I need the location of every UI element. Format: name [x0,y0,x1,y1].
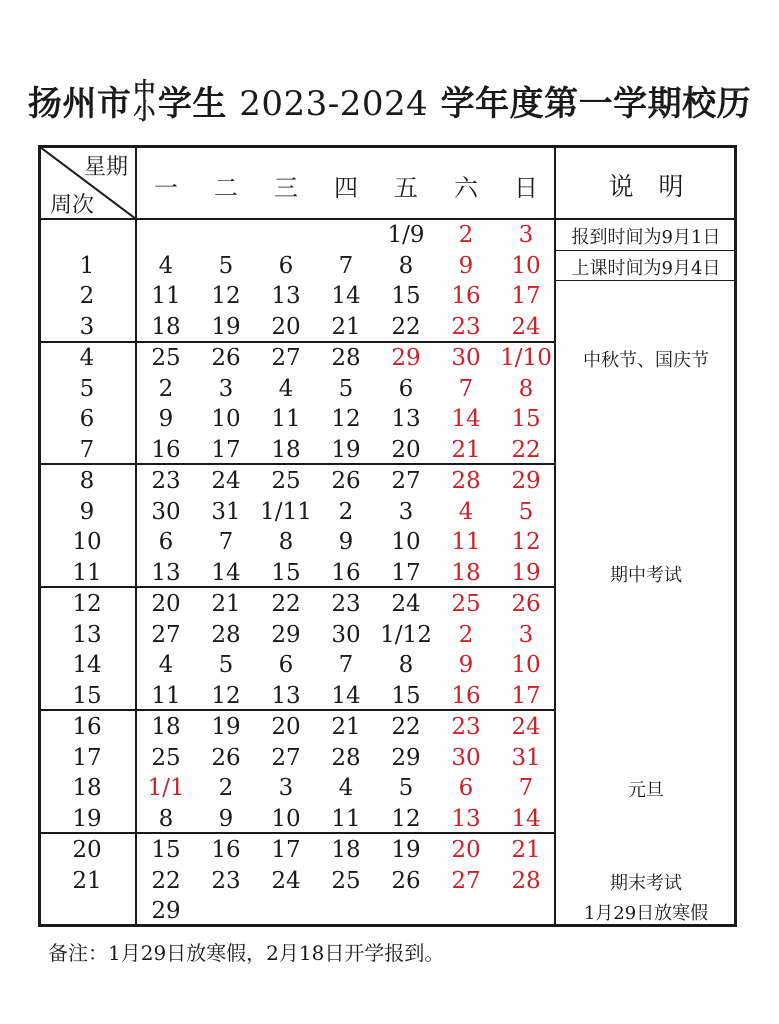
date-cell: 2 [458,621,474,648]
week-number: 1 [79,252,95,279]
week-number: 3 [79,313,95,340]
date-cell: 10 [511,652,541,678]
date-cell: 13 [151,559,181,586]
corner-label-week: 周次 [49,193,94,218]
date-cell: 20 [271,714,301,740]
date-cell: 13 [271,283,301,309]
date-cell: 3 [518,222,534,248]
date-cell: 17 [511,283,541,309]
calendar-note: 元旦 [628,780,664,801]
date-cell: 1/9 [387,222,425,248]
date-cell: 12 [391,805,421,832]
date-cell: 30 [151,498,181,525]
calendar-note: 上课时间为9月4日 [571,257,721,279]
date-cell: 6 [398,375,414,402]
date-cell: 8 [398,252,414,279]
date-cell: 5 [398,775,414,801]
date-cell: 1/10 [500,345,552,371]
date-cell: 21 [211,591,241,617]
date-cell: 14 [511,805,541,832]
weekday-header: 二 [214,174,238,202]
date-cell: 12 [211,283,241,309]
week-number: 18 [72,775,102,801]
date-cell: 30 [451,345,481,371]
date-cell: 19 [511,559,541,586]
date-cell: 31 [211,498,241,525]
date-cell: 18 [151,714,181,740]
date-cell: 13 [451,805,481,832]
date-cell: 24 [391,591,421,617]
date-cell: 20 [151,591,181,617]
date-cell: 27 [391,468,421,494]
corner-label-weekday: 星期 [83,155,128,180]
date-cell: 26 [511,591,541,617]
date-cell: 12 [211,682,241,709]
date-cell: 11 [331,805,361,832]
date-cell: 1/12 [380,621,432,648]
date-cell: 2 [338,498,354,525]
week-number: 2 [79,283,95,309]
date-cell: 15 [151,837,181,863]
date-cell: 28 [451,468,481,494]
date-cell: 18 [331,837,361,863]
date-cell: 5 [338,375,354,402]
date-cell: 9 [458,652,474,678]
date-cell: 12 [511,529,541,555]
date-cell: 27 [271,744,301,771]
date-cell: 29 [391,345,421,371]
title-prefix: 扬州市 [27,84,132,124]
date-cell: 19 [211,313,241,340]
week-number: 5 [79,375,95,402]
week-number: 15 [72,682,102,709]
date-cell: 20 [451,837,481,863]
date-cell: 4 [458,498,474,525]
week-number: 9 [79,498,95,525]
date-cell: 14 [331,682,361,709]
week-number: 16 [72,714,102,740]
date-cell: 11 [271,406,301,432]
date-cell: 7 [338,652,354,678]
date-cell: 11 [151,682,181,709]
date-cell: 6 [458,775,474,801]
date-cell: 16 [331,559,361,586]
date-cell: 2 [218,775,234,801]
date-cell: 23 [331,591,361,617]
date-cell: 21 [511,837,541,863]
date-cell: 25 [151,345,181,371]
date-cell: 23 [451,313,481,340]
date-cell: 29 [151,898,181,924]
date-cell: 9 [218,805,234,832]
date-cell: 7 [218,529,234,555]
date-cell: 10 [211,406,241,432]
date-cell: 17 [271,837,301,863]
date-cell: 27 [451,867,481,894]
date-cell: 8 [158,805,174,832]
date-cell: 14 [451,406,481,432]
date-cell: 15 [271,559,301,586]
date-cell: 8 [518,375,534,402]
date-cell: 18 [271,436,301,463]
week-number: 13 [72,621,102,648]
calendar-note: 期末考试 [610,872,682,894]
grid-line-group-1 [40,341,555,343]
grid-line-group-5 [40,832,555,834]
date-cell: 26 [211,744,241,771]
notes-header: 说 明 [608,172,684,201]
date-cell: 21 [331,714,361,740]
date-cell: 10 [511,252,541,279]
weekday-header: 六 [454,174,478,202]
week-number: 19 [72,805,102,832]
calendar-note: 中秋节、国庆节 [583,350,709,371]
date-cell: 25 [271,468,301,494]
date-cell: 13 [271,682,301,709]
date-cell: 6 [158,529,174,555]
calendar-note: 期中考试 [610,564,682,586]
date-cell: 22 [391,714,421,740]
date-cell: 18 [151,313,181,340]
date-cell: 26 [391,867,421,894]
grid-line-group-3 [40,586,555,588]
date-cell: 28 [331,345,361,371]
week-number: 11 [72,559,102,586]
date-cell: 19 [331,436,361,463]
date-cell: 7 [518,775,534,801]
date-cell: 8 [398,652,414,678]
date-cell: 2 [458,222,474,248]
week-number: 7 [79,436,95,463]
date-cell: 14 [331,283,361,309]
date-cell: 2 [158,375,174,402]
title-mid: 学生 [157,84,227,124]
date-cell: 17 [211,436,241,463]
date-cell: 16 [451,682,481,709]
date-cell: 19 [391,837,421,863]
date-cell: 16 [151,436,181,463]
date-cell: 16 [451,283,481,309]
week-number: 6 [79,406,95,432]
title-years: 2023-2024 [239,84,429,124]
calendar-note: 1月29日放寒假 [583,903,709,924]
date-cell: 3 [518,621,534,648]
footnote: 备注：1月29日放寒假，2月18日开学报到。 [48,941,445,965]
title-char-bottom: 小 [133,99,156,125]
date-cell: 1/1 [147,775,185,801]
date-cell: 28 [331,744,361,771]
date-cell: 22 [391,313,421,340]
date-cell: 22 [511,436,541,463]
date-cell: 29 [271,621,301,648]
grid-line-notes-row-1 [555,250,736,251]
date-cell: 4 [338,775,354,801]
date-cell: 25 [151,744,181,771]
week-number: 14 [72,652,102,678]
date-cell: 13 [391,406,421,432]
week-number: 4 [79,345,95,371]
date-cell: 21 [331,313,361,340]
date-cell: 6 [278,252,294,279]
date-cell: 28 [211,621,241,648]
date-cell: 4 [158,652,174,678]
date-cell: 9 [338,529,354,555]
date-cell: 24 [511,313,541,340]
date-cell: 26 [331,468,361,494]
week-number: 20 [72,837,102,863]
date-cell: 22 [271,591,301,617]
weekday-header: 一 [154,174,178,202]
date-cell: 25 [331,867,361,894]
week-number: 8 [79,468,95,494]
date-cell: 14 [211,559,241,586]
date-cell: 11 [151,283,181,309]
title-char-top: 中 [133,78,156,104]
date-cell: 3 [398,498,414,525]
date-cell: 24 [271,867,301,894]
week-number: 10 [72,529,102,555]
date-cell: 29 [511,468,541,494]
date-cell: 3 [278,775,294,801]
date-cell: 23 [451,714,481,740]
date-cell: 30 [331,621,361,648]
date-cell: 8 [278,529,294,555]
date-cell: 28 [511,867,541,894]
date-cell: 5 [218,252,234,279]
grid-line-group-2 [40,463,555,465]
date-cell: 16 [211,837,241,863]
title-suffix: 学年度第一学期校历 [440,84,752,124]
date-cell: 26 [211,345,241,371]
date-cell: 4 [278,375,294,402]
date-cell: 23 [151,468,181,494]
date-cell: 30 [451,744,481,771]
date-cell: 17 [511,682,541,709]
weekday-header: 日 [514,174,538,202]
date-cell: 20 [391,436,421,463]
weekday-header: 四 [334,174,358,202]
date-cell: 18 [451,559,481,586]
date-cell: 11 [451,529,481,555]
date-cell: 4 [158,252,174,279]
date-cell: 21 [451,436,481,463]
date-cell: 15 [511,406,541,432]
date-cell: 10 [391,529,421,555]
week-number: 17 [72,744,102,771]
date-cell: 5 [518,498,534,525]
date-cell: 5 [218,652,234,678]
date-cell: 1/11 [260,498,312,525]
date-cell: 19 [211,714,241,740]
date-cell: 27 [271,345,301,371]
date-cell: 24 [511,714,541,740]
date-cell: 3 [218,375,234,402]
date-cell: 9 [158,406,174,432]
date-cell: 15 [391,283,421,309]
title-stacked-chars [133,78,156,125]
date-cell: 17 [391,559,421,586]
date-cell: 7 [458,375,474,402]
grid-line-header [40,218,735,220]
weekday-header: 五 [394,174,418,202]
date-cell: 29 [391,744,421,771]
week-number: 12 [72,591,102,617]
date-cell: 27 [151,621,181,648]
date-cell: 22 [151,867,181,894]
page-title [0,76,779,126]
date-cell: 10 [271,805,301,832]
date-cell: 12 [331,406,361,432]
date-cell: 25 [451,591,481,617]
date-cell: 20 [271,313,301,340]
date-cell: 24 [211,468,241,494]
calendar-note: 报到时间为9月1日 [571,227,721,248]
date-cell: 6 [278,652,294,678]
date-cell: 7 [338,252,354,279]
date-cell: 31 [511,744,541,771]
weekday-header: 三 [274,174,298,202]
week-number: 21 [72,867,102,894]
grid-line-notes-row-2 [555,280,736,281]
date-cell: 9 [458,252,474,279]
date-cell: 15 [391,682,421,709]
date-cell: 23 [211,867,241,894]
grid-line-group-4 [40,709,555,711]
